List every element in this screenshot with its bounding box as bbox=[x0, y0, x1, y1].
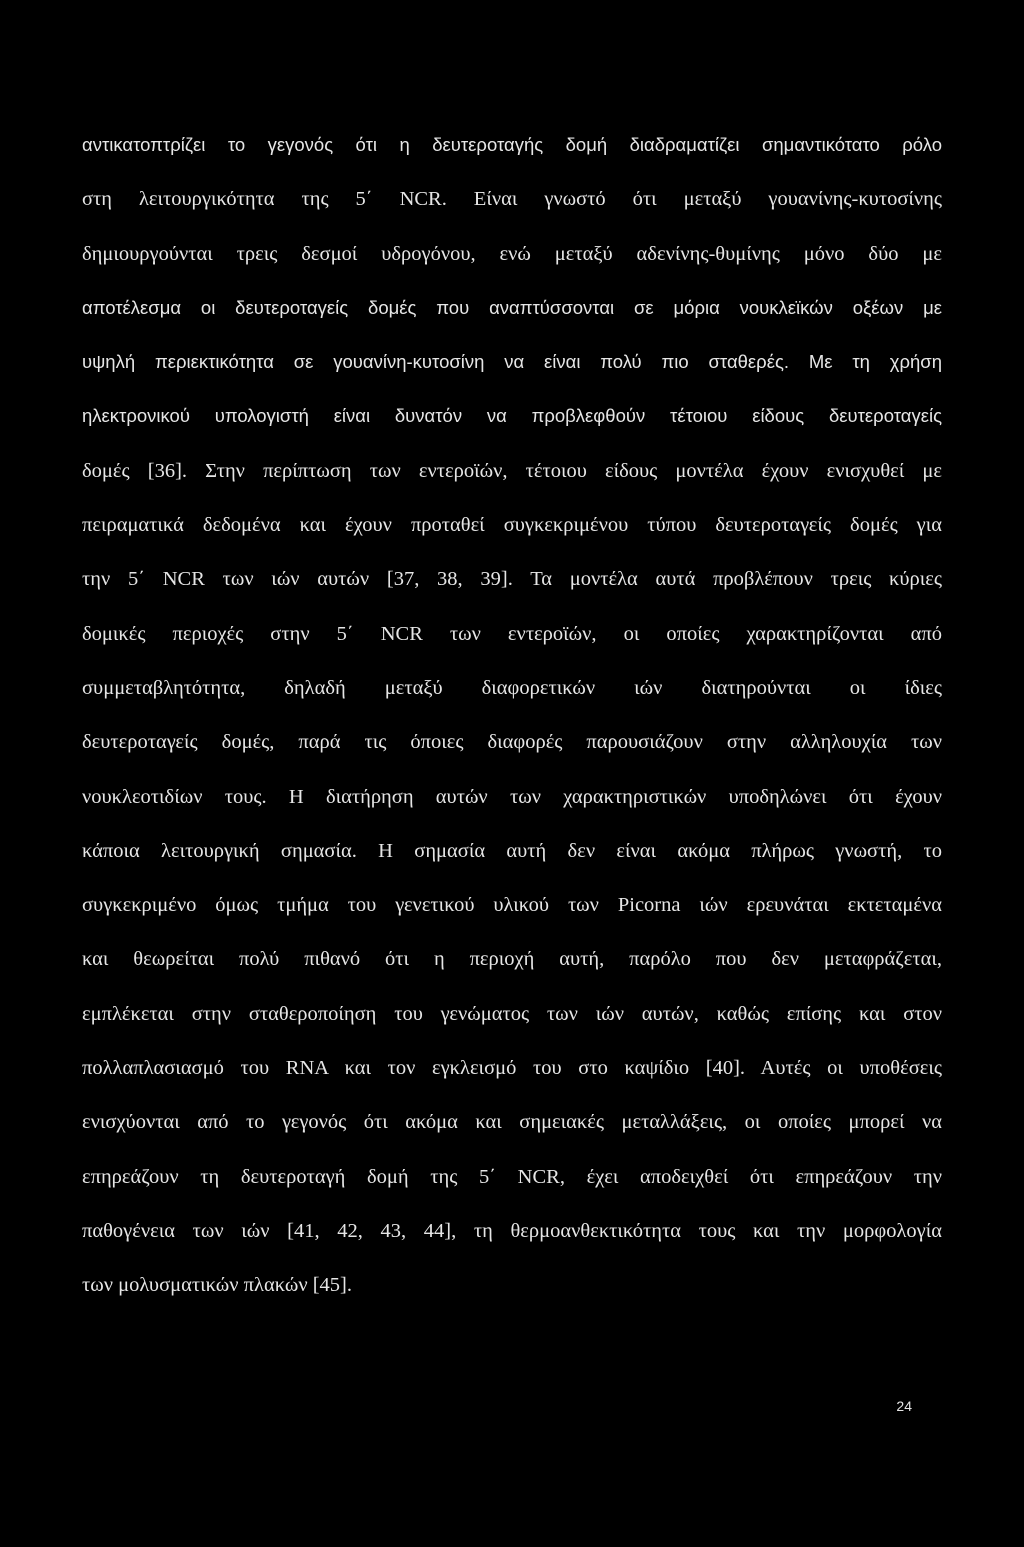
text-line: και θεωρείται πολύ πιθανό ότι η περιοχή αυτή, παρόλο που δεν μεταφράζεται, bbox=[82, 948, 942, 971]
text-line: εμπλέκεται στην σταθεροποίηση του γενώματος των ιών αυτών, καθώς επίσης και στον bbox=[82, 1002, 942, 1025]
text-line: επηρεάζουν τη δευτεροταγή δομή της 5΄ NCR, έχει αποδειχθεί ότι επηρεάζουν την bbox=[82, 1165, 942, 1188]
text-line: παθογένεια των ιών [41, 42, 43, 44], τη θερμοανθεκτικότητα τους και την μορφολογία bbox=[82, 1219, 942, 1242]
text-line: πολλαπλασιασμό του RNA και τον εγκλεισμό του στο καψίδιο [40]. Αυτές οι υποθέσεις bbox=[82, 1057, 942, 1080]
text-line: αντικατοπτρίζει το γεγονός ότι η δευτεροταγής δομή διαδραματίζει σημαντικότατο ρόλο bbox=[82, 134, 942, 155]
text-line: πειραματικά δεδομένα και έχουν προταθεί συγκεκριμένου τύπου δευτεροταγείς δομές για bbox=[82, 514, 942, 537]
text-line: αποτέλεσμα οι δευτεροταγείς δομές που αναπτύσσονται σε μόρια νουκλεϊκών οξέων με bbox=[82, 296, 942, 318]
page-number: 24 bbox=[896, 1398, 912, 1414]
text-line: υψηλή περιεκτικότητα σε γουανίνη-κυτοσίνη να είναι πολύ πιο σταθερές. Με τη χρήση bbox=[82, 351, 942, 373]
text-line: νουκλεοτιδίων τους. Η διατήρηση αυτών των χαρακτηριστικών υποδηλώνει ότι έχουν bbox=[82, 785, 942, 808]
text-line: την 5΄ NCR των ιών αυτών [37, 38, 39]. Τα μοντέλα αυτά προβλέπουν τρεις κύριες bbox=[82, 568, 942, 591]
text-line: συμμεταβλητότητα, δηλαδή μεταξύ διαφορετικών ιών διατηρούνται οι ίδιες bbox=[82, 676, 942, 699]
text-line: δευτεροταγείς δομές, παρά τις όποιες διαφορές παρουσιάζουν στην αλληλουχία των bbox=[82, 731, 942, 754]
text-line: δημιουργούνται τρεις δεσμοί υδρογόνου, ενώ μεταξύ αδενίνης-θυμίνης μόνο δύο με bbox=[82, 242, 942, 265]
text-line: στη λειτουργικότητα της 5΄ NCR. Είναι γνωστό ότι μεταξύ γουανίνης-κυτοσίνης bbox=[82, 188, 942, 211]
text-line: δομικές περιοχές στην 5΄ NCR των εντεροϊών, οι οποίες χαρακτηρίζονται από bbox=[82, 622, 942, 645]
text-line: των μολυσματικών πλακών [45]. bbox=[82, 1274, 353, 1297]
text-line: ενισχύονται από το γεγονός ότι ακόμα και σημειακές μεταλλάξεις, οι οποίες μπορεί να bbox=[82, 1111, 942, 1134]
text-line: ηλεκτρονικού υπολογιστή είναι δυνατόν να προβλεφθούν τέτοιου είδους δευτεροταγείς bbox=[82, 405, 942, 427]
text-line: κάποια λειτουργική σημασία. Η σημασία αυτή δεν είναι ακόμα πλήρως γνωστή, το bbox=[82, 839, 942, 862]
body-paragraph bbox=[82, 118, 942, 1313]
text-line: δομές [36]. Στην περίπτωση των εντεροϊών, τέτοιου είδους μοντέλα έχουν ενισχυθεί με bbox=[82, 459, 942, 482]
text-line: συγκεκριμένο όμως τμήμα του γενετικού υλικού των Picorna ιών ερευνάται εκτεταμένα bbox=[82, 894, 942, 917]
